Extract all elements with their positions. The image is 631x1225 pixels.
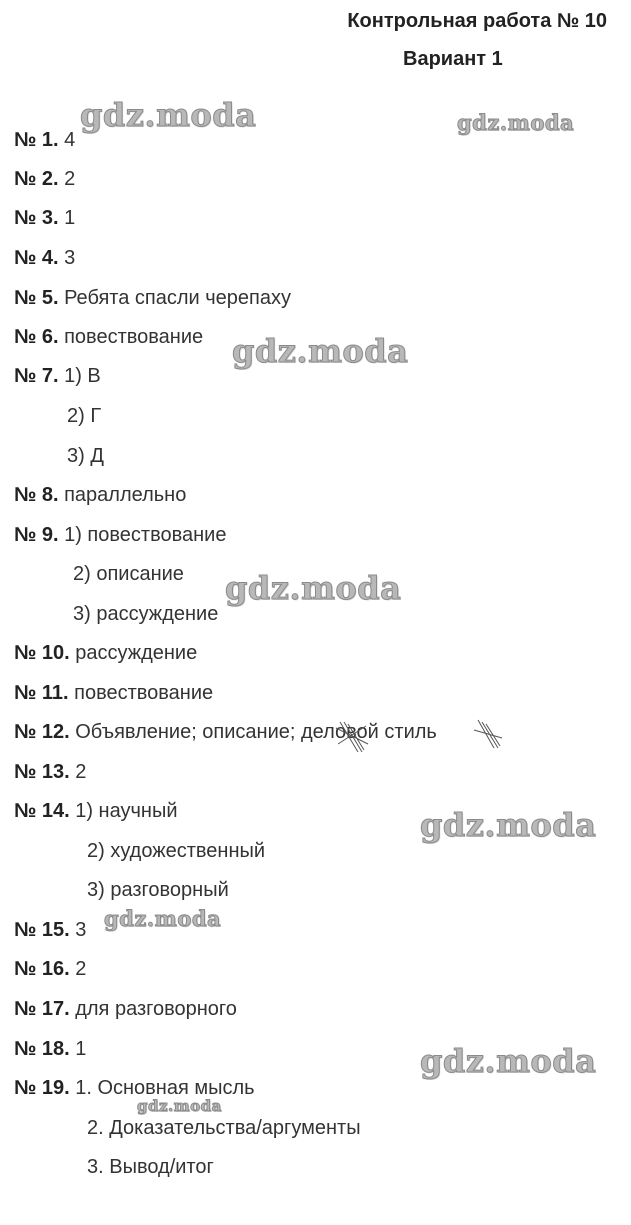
answer-number: № 1. [14,129,59,151]
answer-text: повествование [64,326,204,348]
answer-text: для разговорного [75,998,237,1020]
answer-number: № 18. [14,1038,70,1060]
answer-row [14,483,186,507]
answer-text: 2 [75,958,87,980]
answer-row [14,760,86,784]
answer-subline: 2) описание [73,563,184,585]
answer-row [14,799,178,823]
answer-row [14,206,75,230]
answer-text: параллельно [64,484,187,506]
watermark: gdz.moda [104,906,222,931]
answer-row [14,641,197,665]
answer-text: 1) повествование [64,524,227,546]
answer-row [14,128,75,152]
answer-number: № 12. [14,721,70,743]
answer-row [14,997,237,1021]
answer-number: № 7. [14,365,59,387]
answer-number: № 2. [14,168,59,190]
answer-text: Объявление; описание; деловой стиль [75,721,437,743]
answer-subline: 3) разговорный [87,879,229,901]
answer-row [14,523,226,547]
answer-number: № 6. [14,326,59,348]
answer-number: № 10. [14,642,70,664]
answer-text: 3 [75,919,87,941]
answer-number: № 14. [14,800,70,822]
answer-number: № 8. [14,484,59,506]
answer-number: № 19. [14,1077,70,1099]
answer-text: 2 [75,761,87,783]
variant-label: Вариант 1 [403,48,503,70]
answer-subline: 2) Г [67,405,102,427]
watermark: gdz.moda [225,569,402,607]
watermark: gdz.moda [420,806,597,844]
answer-number: № 5. [14,287,59,309]
answer-number: № 3. [14,207,59,229]
answer-row [14,246,75,270]
answer-text: 1) В [64,365,101,387]
answer-subline: 2. Доказательства/аргументы [87,1117,361,1139]
answer-text: 1 [64,207,76,229]
watermark: gdz.moda [137,1097,222,1115]
answer-row [14,286,291,310]
page-title: Контрольная работа № 10 [347,10,607,32]
answer-text: 1) научный [75,800,178,822]
watermark: gdz.moda [80,96,257,134]
answer-number: № 11. [14,682,69,704]
answer-row [14,167,75,191]
answer-number: № 4. [14,247,59,269]
answer-row [14,918,86,942]
answer-row [14,364,101,388]
answer-text: 2 [64,168,76,190]
answer-number: № 15. [14,919,70,941]
watermark: gdz.moda [457,110,575,135]
answer-subline: 2) художественный [87,840,266,862]
answer-subline: 3) рассуждение [73,603,219,625]
answer-number: № 9. [14,524,59,546]
answer-number: № 16. [14,958,70,980]
answer-subline: 3. Вывод/итог [87,1156,214,1178]
watermark: gdz.moda [420,1042,597,1080]
answer-number: № 17. [14,998,70,1020]
answer-row [14,1037,86,1061]
answer-row [14,681,213,705]
answer-text: рассуждение [75,642,198,664]
answer-text: 3 [64,247,76,269]
answer-text: 1. Основная мысль [75,1077,255,1099]
answer-text: повествование [74,682,214,704]
answer-row [14,957,86,981]
answer-text: 1 [75,1038,87,1060]
answer-subline: 3) Д [67,445,104,467]
answer-row [14,720,437,744]
watermark: gdz.moda [232,332,409,370]
answer-text: Ребята спасли черепаху [64,287,292,309]
answer-text: 4 [64,129,76,151]
answer-row [14,325,203,349]
answer-row [14,1076,255,1100]
answer-number: № 13. [14,761,70,783]
